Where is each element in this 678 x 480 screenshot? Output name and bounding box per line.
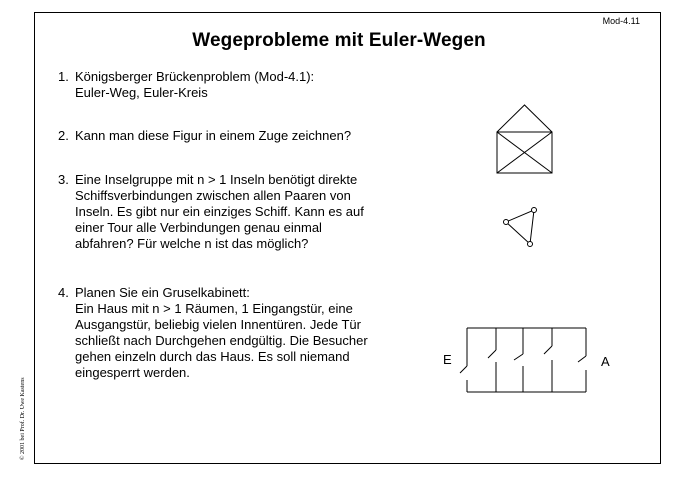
island-node — [504, 220, 509, 225]
item-line: gehen einzeln durch das Haus. Es soll niemand — [75, 349, 350, 364]
island-graph-figure — [495, 200, 545, 252]
house-roof — [497, 105, 552, 132]
inner-door — [544, 346, 552, 354]
item-line: abfahren? Für welche n ist das möglich? — [75, 236, 309, 251]
island-node — [528, 242, 533, 247]
item-line: schließt nach Durchgehen endgültig. Die Besucher — [75, 333, 368, 348]
inner-door — [514, 354, 523, 360]
item-line: einer Tour alle Verbindungen genau einmal — [75, 220, 322, 235]
item-number: 1. — [58, 69, 69, 84]
item-line: Ein Haus mit n > 1 Räumen, 1 Eingangstür, eine — [75, 301, 353, 316]
item-line: Euler-Weg, Euler-Kreis — [75, 85, 208, 100]
item-line: Königsberger Brückenproblem (Mod-4.1): — [75, 69, 315, 84]
entrance-label: E — [443, 352, 452, 367]
item-number: 3. — [58, 172, 69, 187]
item-line: Eine Inselgruppe mit n > 1 Inseln benötigt direkte — [75, 172, 358, 187]
item-text — [75, 285, 368, 381]
item-line: eingesperrt werden. — [75, 365, 190, 380]
exit-label: A — [601, 354, 610, 369]
item-line: Planen Sie ein Gruselkabinett: — [75, 285, 250, 300]
item-text — [75, 69, 314, 101]
item-line: Inseln. Es gibt nur ein einziges Schiff. Kann es auf — [75, 204, 364, 219]
haunted-house-figure — [440, 320, 620, 400]
inner-door — [488, 350, 496, 358]
house-figure — [490, 100, 560, 180]
item-number: 4. — [58, 285, 69, 300]
item-line: Kann man diese Figur in einem Zuge zeichnen? — [75, 128, 352, 143]
item-line: Schiffsverbindungen zwischen allen Paaren von — [75, 188, 351, 203]
entrance-door — [460, 366, 467, 373]
item-text — [75, 172, 364, 252]
exit-door — [578, 356, 586, 362]
island-edges — [506, 210, 534, 244]
page-title: Wegeprobleme mit Euler-Wegen — [192, 30, 486, 51]
island-node — [532, 208, 537, 213]
slide-id: Mod-4.11 — [602, 16, 640, 26]
item-text — [75, 128, 351, 144]
item-line: Ausgangstür, beliebig vielen Innentüren. Jede Tür — [75, 317, 361, 332]
item-number: 2. — [58, 128, 69, 143]
copyright-note: © 2001 bei Prof. Dr. Uwe Kastens — [20, 377, 26, 460]
